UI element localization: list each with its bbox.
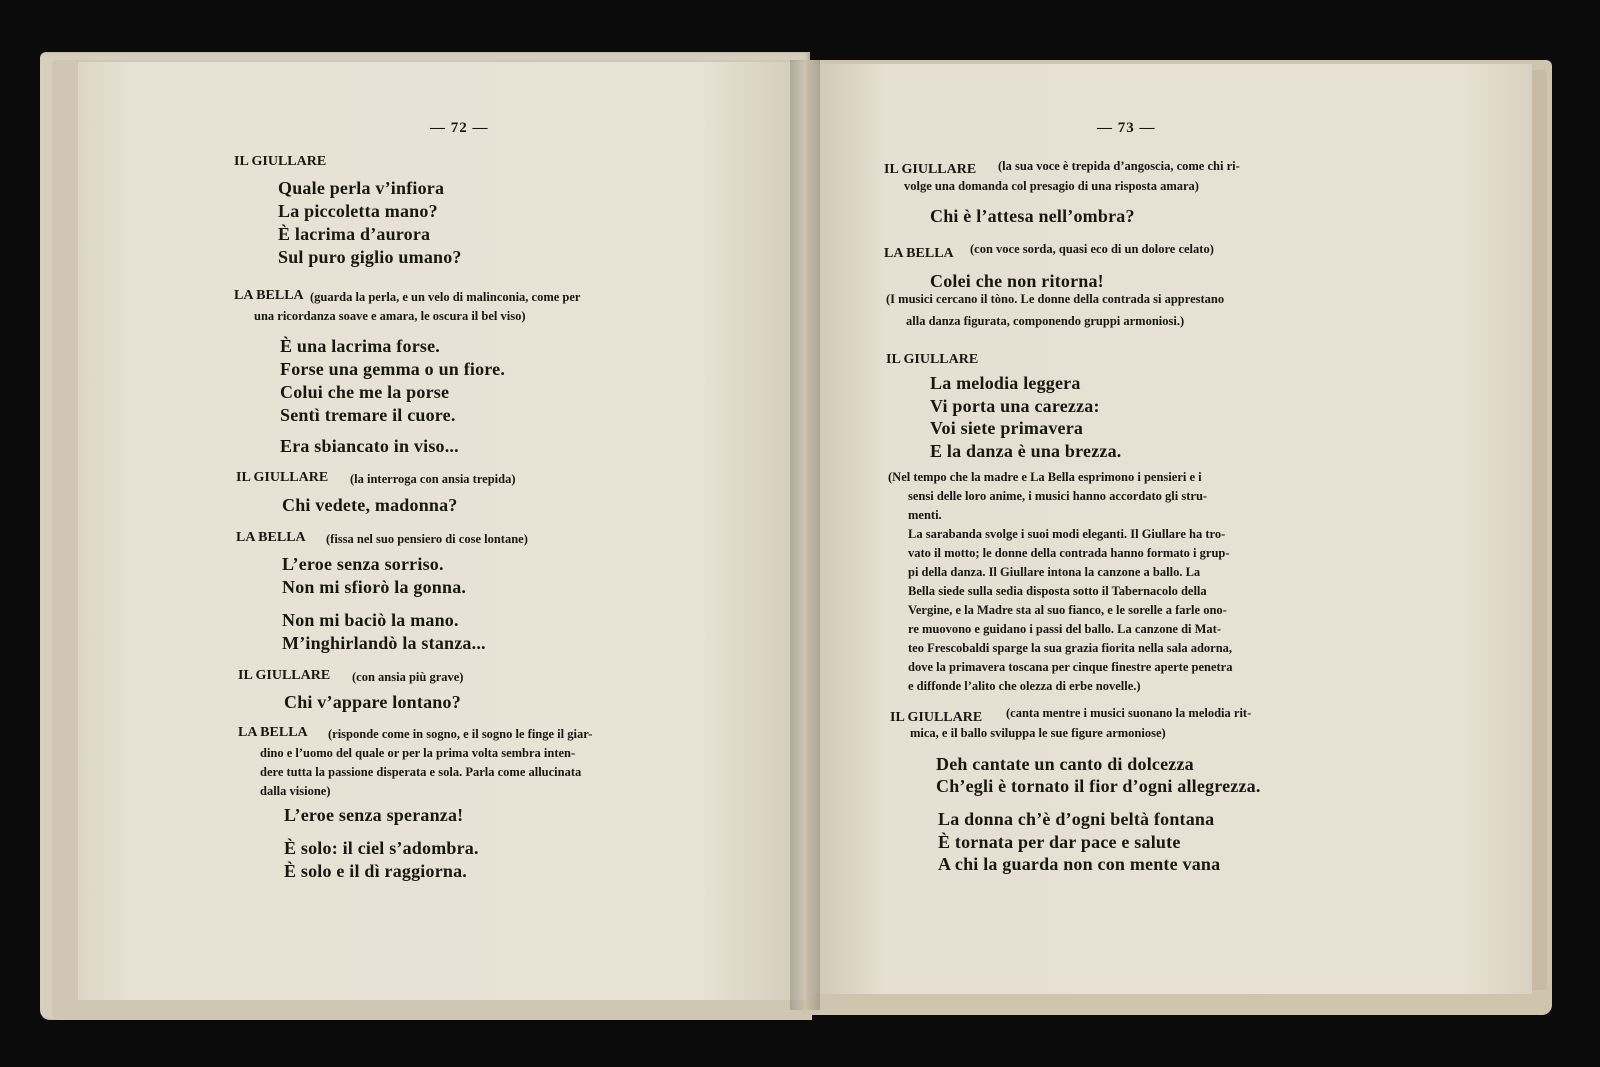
speaker-label: LA BELLA bbox=[234, 288, 304, 303]
verse-line: Ch’egli è tornato il fior d’ogni allegrezza. bbox=[936, 776, 1261, 796]
stage-direction: (canta mentre i musici suonano la melodia rit- bbox=[1006, 706, 1252, 720]
speaker-label: IL GIULLARE bbox=[890, 710, 983, 725]
verse-line: La piccoletta mano? bbox=[278, 201, 438, 221]
verse-line: Chi è l’attesa nell’ombra? bbox=[930, 206, 1135, 226]
stage-direction: una ricordanza soave e amara, le oscura il bel viso) bbox=[254, 309, 526, 323]
verse-line: M’inghirlandò la stanza... bbox=[282, 633, 486, 653]
verse-line: Colui che me la porse bbox=[280, 382, 450, 402]
speaker-label: IL GIULLARE bbox=[236, 470, 329, 485]
stage-direction: e diffonde l’alito che olezza di erbe novelle.) bbox=[908, 679, 1141, 693]
verse-line: Non mi baciò la mano. bbox=[282, 610, 459, 630]
stage-direction: Vergine, e la Madre sta al suo fianco, e le sorelle a farle ono- bbox=[908, 603, 1227, 617]
book-gutter bbox=[790, 60, 820, 1010]
verse-line: Non mi sfiorò la gonna. bbox=[282, 577, 467, 597]
stage-direction: (la interroga con ansia trepida) bbox=[350, 472, 516, 486]
stage-direction: dalla visione) bbox=[260, 784, 331, 798]
speaker-label: IL GIULLARE bbox=[238, 668, 331, 683]
stage-direction: (con ansia più grave) bbox=[352, 670, 464, 684]
verse-line: La melodia leggera bbox=[930, 373, 1081, 393]
verse-line: Voi siete primavera bbox=[930, 418, 1084, 438]
stage-direction: mica, e il ballo sviluppa le sue figure armoniose) bbox=[910, 726, 1166, 740]
verse-line: Forse una gemma o un fiore. bbox=[280, 359, 506, 379]
verse-line: È una lacrima forse. bbox=[280, 336, 440, 356]
verse-line: Sentì tremare il cuore. bbox=[280, 405, 456, 425]
verse-line: L’eroe senza sorriso. bbox=[282, 554, 444, 574]
verse-line: Quale perla v’infiora bbox=[278, 178, 445, 198]
stage-direction: sensi delle loro anime, i musici hanno accordato gli stru- bbox=[908, 489, 1208, 503]
verse-line: Sul puro giglio umano? bbox=[278, 247, 462, 267]
stage-direction: (la sua voce è trepida d’angoscia, come chi ri- bbox=[998, 159, 1240, 173]
verse-line: E la danza è una brezza. bbox=[930, 441, 1122, 461]
speaker-label: LA BELLA bbox=[238, 725, 308, 740]
speaker-label: IL GIULLARE bbox=[234, 154, 327, 169]
verse-line: Chi vedete, madonna? bbox=[282, 495, 458, 515]
speaker-label: LA BELLA bbox=[236, 530, 306, 545]
verse-line: Chi v’appare lontano? bbox=[284, 692, 461, 712]
stage-direction: (guarda la perla, e un velo di malinconia, come per bbox=[310, 290, 581, 304]
verse-line: È lacrima d’aurora bbox=[278, 224, 431, 244]
stage-direction: alla danza figurata, componendo gruppi armoniosi.) bbox=[906, 314, 1185, 328]
verse-line: La donna ch’è d’ogni beltà fontana bbox=[938, 809, 1215, 829]
speaker-label: IL GIULLARE bbox=[884, 162, 977, 177]
speaker-label: IL GIULLARE bbox=[886, 352, 979, 367]
verse-line: A chi la guarda non con mente vana bbox=[938, 854, 1221, 874]
verse-line: Vi porta una carezza: bbox=[930, 396, 1100, 416]
stage-direction: teo Frescobaldi sparge la sua grazia fiorita nella sala adorna, bbox=[908, 641, 1233, 655]
stage-direction: pi della danza. Il Giullare intona la canzone a ballo. La bbox=[908, 565, 1201, 579]
verse-line: È solo: il ciel s’adombra. bbox=[284, 838, 479, 858]
stage-direction: (Nel tempo che la madre e La Bella esprimono i pensieri e i bbox=[888, 470, 1202, 484]
stage-direction: La sarabanda svolge i suoi modi eleganti. Il Giullare ha tro- bbox=[908, 527, 1226, 541]
stage-direction: Bella siede sulla sedia disposta sotto il Tabernacolo della bbox=[908, 584, 1207, 598]
page-number: — 72 — bbox=[430, 120, 489, 136]
stage-direction: (fissa nel suo pensiero di cose lontane) bbox=[326, 532, 528, 546]
left-page bbox=[78, 62, 806, 1000]
stage-direction: dere tutta la passione disperata e sola. Parla come allucinata bbox=[260, 765, 582, 779]
right-page bbox=[812, 64, 1532, 994]
verse-line: È solo e il dì raggiorna. bbox=[284, 861, 468, 881]
verse-line: È tornata per dar pace e salute bbox=[938, 832, 1181, 852]
verse-line: L’eroe senza speranza! bbox=[284, 805, 464, 825]
verse-line: Deh cantate un canto di dolcezza bbox=[936, 754, 1194, 774]
speaker-label: LA BELLA bbox=[884, 246, 954, 261]
stage-direction: menti. bbox=[908, 508, 942, 522]
stage-direction: (con voce sorda, quasi eco di un dolore celato) bbox=[970, 242, 1214, 256]
stage-direction: vato il motto; le donne della contrada hanno formato i grup- bbox=[908, 546, 1230, 560]
page-number: — 73 — bbox=[1097, 120, 1156, 136]
verse-line: Colei che non ritorna! bbox=[930, 271, 1104, 291]
stage-direction: dino e l’uomo del quale or per la prima volta sembra inten- bbox=[260, 746, 576, 760]
stage-direction: re muovono e guidano i passi del ballo. La canzone di Mat- bbox=[908, 622, 1221, 636]
verse-line: Era sbiancato in viso... bbox=[280, 436, 459, 456]
stage-direction: volge una domanda col presagio di una risposta amara) bbox=[904, 179, 1199, 193]
stage-direction: (I musici cercano il tòno. Le donne della contrada si apprestano bbox=[886, 292, 1225, 306]
stage-direction: dove la primavera toscana per cinque finestre aperte penetra bbox=[908, 660, 1233, 674]
stage-direction: (risponde come in sogno, e il sogno le finge il giar- bbox=[328, 727, 593, 741]
